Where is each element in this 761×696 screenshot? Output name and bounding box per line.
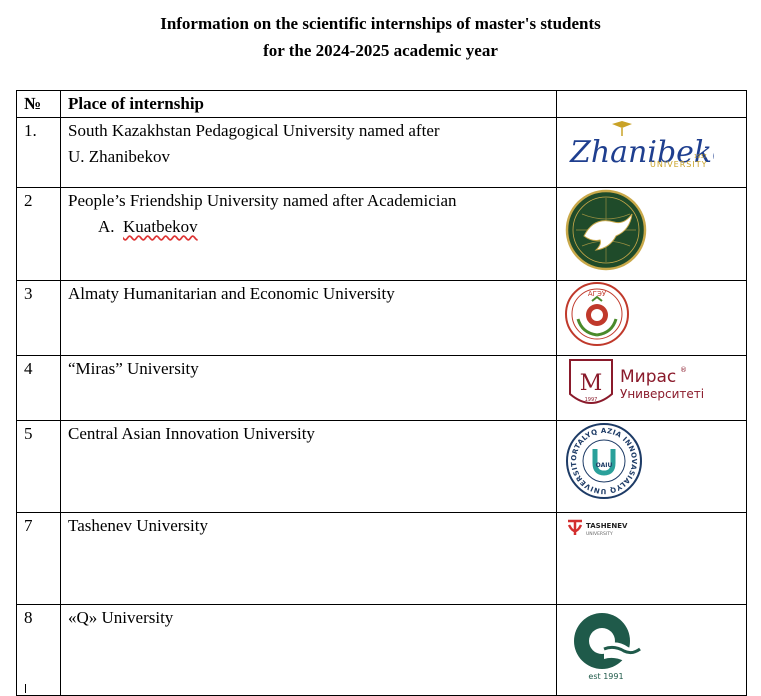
row-number: 7 xyxy=(17,513,61,605)
q-est-text: est 1991 xyxy=(588,672,624,681)
row-place-initial: A. xyxy=(98,217,124,236)
zhanibekov-wordmark: Zhanibek xyxy=(570,135,713,170)
table-row xyxy=(17,513,747,605)
table-row xyxy=(17,118,747,188)
oaiu-university-seal xyxy=(564,421,644,501)
svg-text:M: M xyxy=(579,371,603,396)
row-place xyxy=(61,421,557,513)
row-logo-cell xyxy=(557,513,747,605)
title-line-1: Information on the scientific internships of master's students xyxy=(160,14,601,33)
row-number: 4 xyxy=(17,356,61,421)
row-place-line1: Tashenev University xyxy=(68,516,208,535)
agep-university-seal xyxy=(564,281,630,347)
row-number: 8 xyxy=(17,605,61,696)
row-place xyxy=(61,605,557,696)
row-number: 2 xyxy=(17,188,61,281)
row-place-line1: South Kazakhstan Pedagogical University named after xyxy=(68,121,440,140)
miras-year: 1997 xyxy=(584,397,598,403)
row-place-line1: Almaty Humanitarian and Economic University xyxy=(68,284,395,303)
text-cursor xyxy=(25,684,26,693)
miras-university-logo xyxy=(564,356,704,412)
zhanibekov-university-logo xyxy=(564,118,714,178)
tashenev-name: TASHENEV xyxy=(586,522,628,530)
header-place: Place of internship xyxy=(61,91,557,118)
row-place-line1: «Q» University xyxy=(68,608,174,627)
table-row xyxy=(17,356,747,421)
zhanibekov-sub: UNIVERSITY xyxy=(650,160,708,169)
row-place-surname: Kuatbekov xyxy=(123,217,198,236)
table-header-row xyxy=(17,91,747,118)
row-place-line1: People’s Friendship University named after Academician xyxy=(68,191,457,210)
row-place-line1: Central Asian Innovation University xyxy=(68,424,315,443)
q-university-logo xyxy=(564,605,644,685)
miras-reg: ® xyxy=(680,366,687,374)
table-row xyxy=(17,188,747,281)
zhanibekov-year: 1937 xyxy=(694,154,707,160)
table-row xyxy=(17,421,747,513)
tashenev-sub: UNIVERSITY xyxy=(586,532,613,537)
row-logo-cell xyxy=(557,118,747,188)
row-place-line1: “Miras” University xyxy=(68,359,199,378)
row-place-line2 xyxy=(68,214,556,240)
row-logo-cell xyxy=(557,356,747,421)
agep-ring-text: АГЭУ xyxy=(587,290,607,298)
miras-sub: Университеті xyxy=(620,387,704,401)
row-number: 1. xyxy=(17,118,61,188)
header-number: № xyxy=(17,91,61,118)
title-line-2: for the 2024-2025 academic year xyxy=(263,41,498,60)
row-logo-cell xyxy=(557,281,747,356)
row-place xyxy=(61,188,557,281)
row-place xyxy=(61,513,557,605)
row-place xyxy=(61,118,557,188)
oaiu-center-text: OAIU xyxy=(595,462,613,469)
row-place xyxy=(61,356,557,421)
peoples-friendship-university-logo xyxy=(564,188,648,272)
miras-name: Мирас xyxy=(620,367,677,387)
row-number: 5 xyxy=(17,421,61,513)
tashenev-university-logo xyxy=(564,513,654,543)
row-place-line2: U. Zhanibekov xyxy=(68,147,170,166)
row-logo-cell xyxy=(557,605,747,696)
document-title xyxy=(0,10,761,64)
row-number: 3 xyxy=(17,281,61,356)
oaiu-ring-text: ORTALYQ AZIA INNOVASIALYQ UNIVERSIT xyxy=(569,426,639,496)
table-row xyxy=(17,281,747,356)
row-place xyxy=(61,281,557,356)
header-logo xyxy=(557,91,747,118)
table-row xyxy=(17,605,747,696)
row-logo-cell xyxy=(557,188,747,281)
internship-table xyxy=(16,90,747,696)
row-logo-cell xyxy=(557,421,747,513)
